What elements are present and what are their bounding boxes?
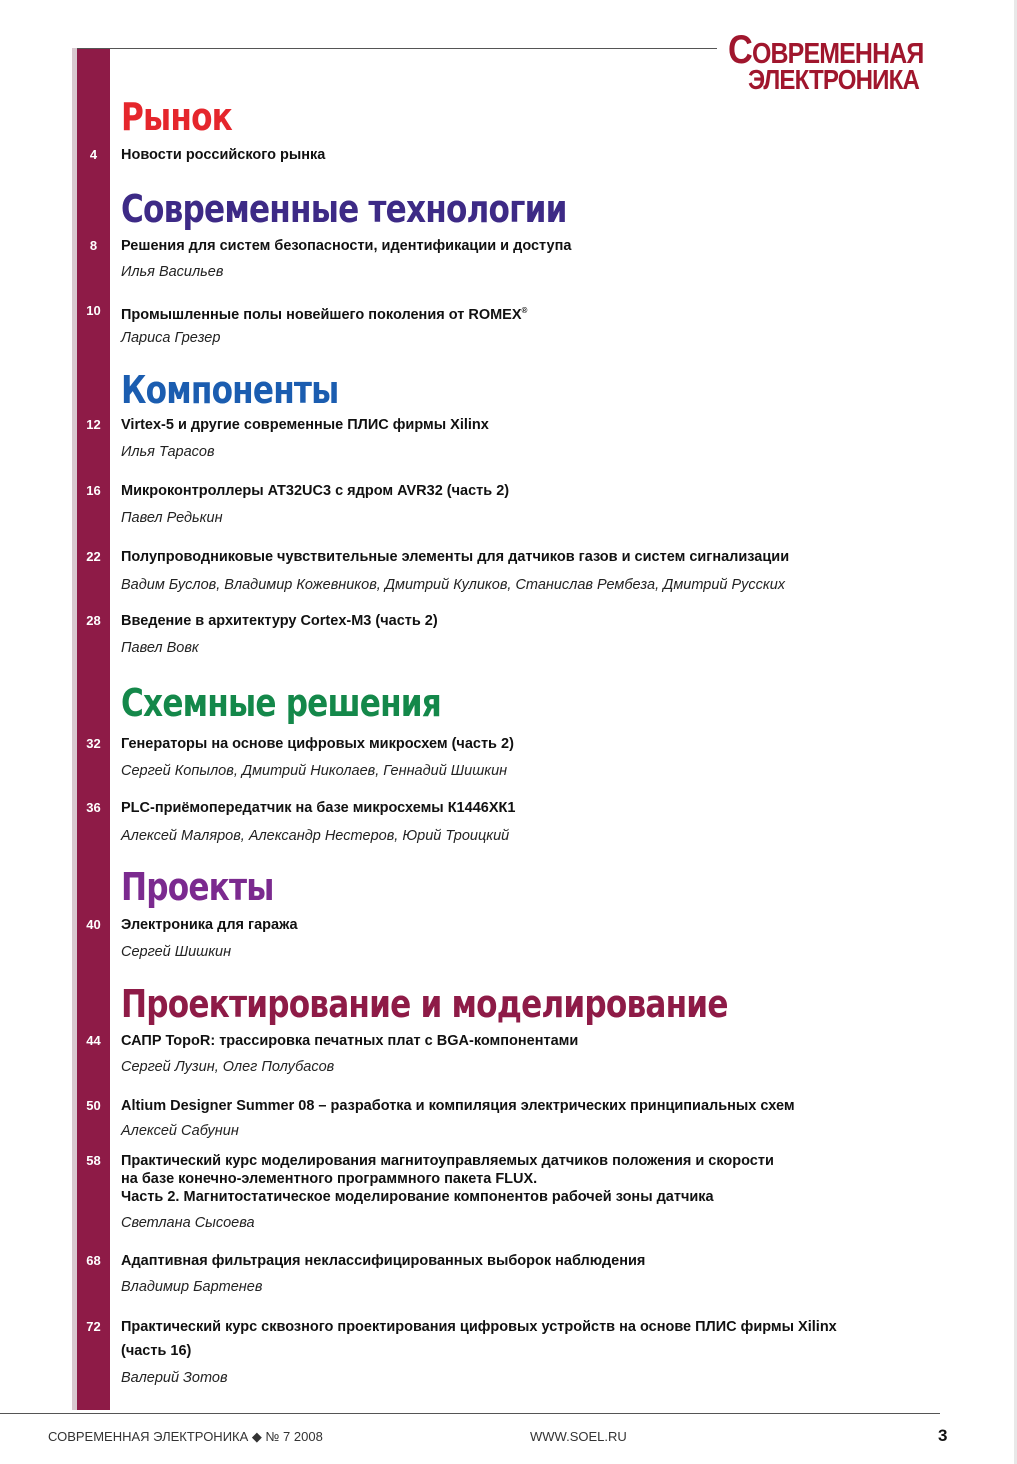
entry-title[interactable]: Altium Designer Summer 08 – разработка и компиляция электрических принципиальных схем [121,1098,795,1114]
entry-author: Владимир Бартенев [121,1279,263,1295]
entry-title-line[interactable]: Практический курс сквозного проектирования цифровых устройств на основе ПЛИС фирмы Xilinx [121,1319,837,1335]
entry-title[interactable]: Полупроводниковые чувствительные элементы для датчиков газов и систем сигнализации [121,549,790,565]
entry-title[interactable]: Микроконтроллеры AT32UC3 с ядром AVR32 (часть 2) [121,483,510,499]
entry-author: Павел Редькин [121,510,223,526]
entry-title-text: Промышленные полы новейшего поколения от ROMEX [121,306,522,323]
section-tech: Современные технологии [121,187,567,231]
entry-title[interactable]: Virtex-5 и другие современные ПЛИС фирмы Xilinx [121,417,489,433]
top-rule [77,48,717,49]
section-projects: Проекты [121,865,274,909]
entry-page-number: 8 [89,238,98,253]
entry-author: Сергей Шишкин [121,944,232,960]
entry-title-line[interactable]: (часть 16) [121,1343,192,1359]
entry-page-number: 32 [86,736,101,751]
entry-page-number: 40 [86,917,101,932]
entry-page-number: 4 [89,147,98,162]
entry-page-number: 16 [86,483,101,498]
entry-author: Илья Васильев [121,264,224,280]
entry-title-line[interactable]: Практический курс моделирования магнитоуправляемых датчиков положения и скорости [121,1153,774,1169]
entry-title[interactable]: Электроника для гаража [121,917,298,933]
entry-page-number: 44 [86,1033,101,1048]
entry-author: Павел Вовк [121,640,199,656]
entry-title[interactable] [121,302,527,324]
footer-magazine: СОВРЕМЕННАЯ ЭЛЕКТРОНИКА ◆ № 7 2008 [48,1429,323,1444]
entry-author: Алексей Сабунин [121,1123,239,1139]
section-circuits: Схемные решения [121,681,441,725]
entry-author: Валерий Зотов [121,1370,228,1386]
entry-title-line[interactable]: на базе конечно-элементного программного пакета FLUX. [121,1171,538,1187]
entry-author: Сергей Копылов, Дмитрий Николаев, Геннадий Шишкин [121,763,508,779]
entry-page-number: 58 [86,1153,101,1168]
entry-title[interactable]: Генераторы на основе цифровых микросхем (часть 2) [121,736,514,752]
entry-author: Сергей Лузин, Олег Полубасов [121,1059,335,1075]
magazine-logo [728,30,958,94]
entry-page-number: 10 [86,303,101,318]
entry-title-line[interactable]: Часть 2. Магнитостатическое моделирование компонентов рабочей зоны датчика [121,1189,714,1205]
logo-line1: ОВРЕМЕННАЯ [751,38,924,70]
entry-author: Лариса Грезер [121,330,221,346]
section-market: Рынок [121,95,233,139]
footer-page-number: 3 [938,1426,948,1445]
entry-page-number: 50 [86,1098,101,1113]
section-components: Компоненты [121,368,339,412]
entry-title[interactable]: Введение в архитектуру Cortex-M3 (часть 2) [121,613,438,629]
entry-page-number: 68 [86,1253,101,1268]
entry-page-number: 36 [86,800,101,815]
entry-page-number: 28 [86,613,101,628]
entry-author: Светлана Сысоева [121,1215,255,1231]
entry-page-number: 22 [86,549,101,564]
registered-mark: ® [521,306,528,315]
entry-author: Алексей Маляров, Александр Нестеров, Юрий Троицкий [121,828,510,844]
section-design: Проектирование и моделирование [121,982,728,1026]
entry-title[interactable]: PLC-приёмопередатчик на базе микросхемы К1446ХК1 [121,800,516,816]
footer-site[interactable]: WWW.SOEL.RU [530,1429,627,1444]
entry-page-number: 72 [86,1319,101,1334]
entry-title[interactable]: Адаптивная фильтрация неклассифицированных выборок наблюдения [121,1253,646,1269]
logo-line2: ЭЛЕКТРОНИКА [748,64,919,95]
entry-title[interactable]: Новости российского рынка [121,147,326,163]
entry-title[interactable]: Решения для систем безопасности, идентификации и доступа [121,238,572,254]
bottom-rule [0,1413,940,1414]
entry-title[interactable]: САПР TopoR: трассировка печатных плат с BGA-компонентами [121,1033,579,1049]
entry-author: Вадим Буслов, Владимир Кожевников, Дмитрий Куликов, Станислав Рембеза, Дмитрий Русских [121,577,786,593]
logo-cap: С [728,28,752,72]
entry-author: Илья Тарасов [121,444,215,460]
entry-page-number: 12 [86,417,101,432]
